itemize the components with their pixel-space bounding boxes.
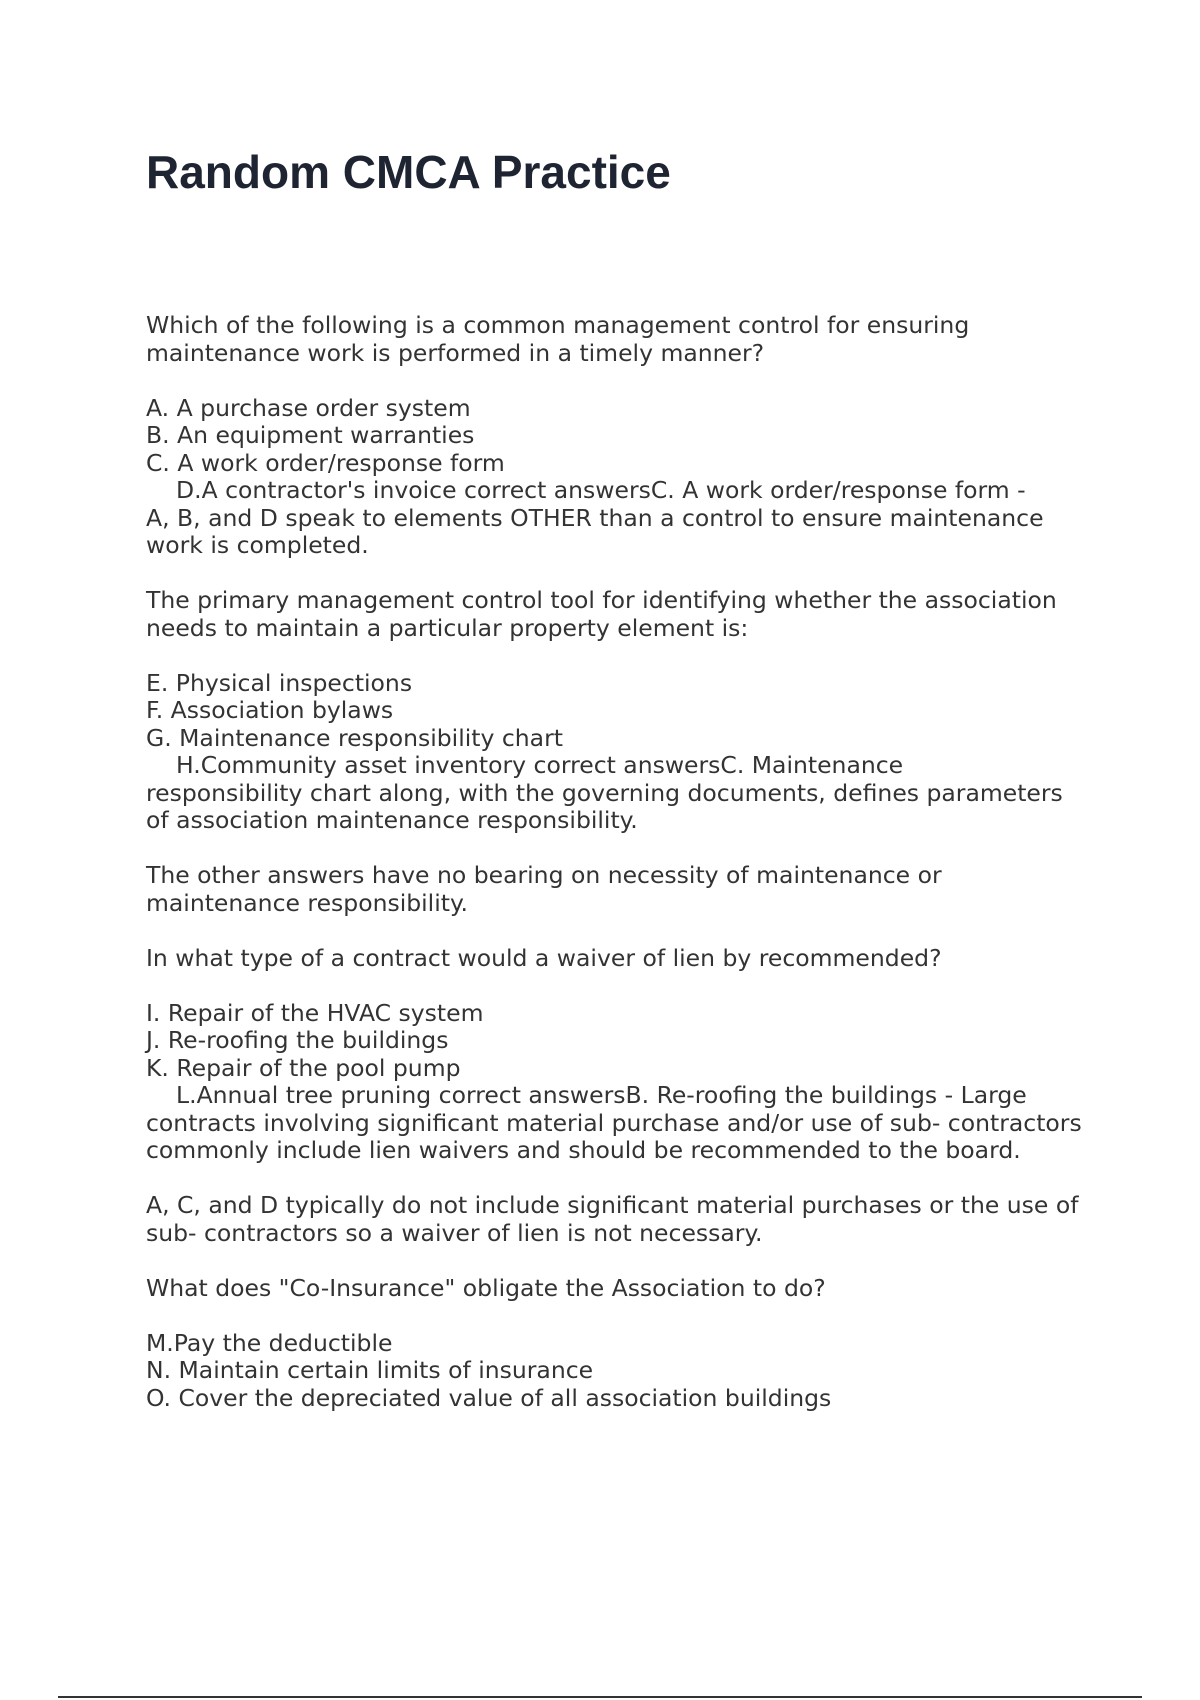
- page-title: Random CMCA Practice: [146, 146, 671, 198]
- answer-explanation: contracts involving significant material purchase and/or use of sub- contractors commonly include lien waivers and should be recommended to the board.: [146, 1108, 1082, 1164]
- option-list: [146, 1330, 1086, 1413]
- question-block: [146, 945, 1086, 1248]
- answer-explanation: A, B, and D speak to elements OTHER than a control to ensure maintenance work is completed.: [146, 503, 1044, 559]
- answer-note: A, C, and D typically do not include significant material purchases or the use of sub- contractors so a waiver of lien is not necessary.: [146, 1191, 1079, 1247]
- option-item: B. An equipment warranties: [146, 421, 475, 449]
- option-item: I. Repair of the HVAC system: [146, 998, 484, 1027]
- option-item: A. A purchase order system: [146, 393, 471, 422]
- option-list: [146, 670, 1086, 780]
- question-block: [146, 312, 1086, 560]
- option-with-answer: D.A contractor's invoice correct answersC. A work order/response form -: [176, 476, 1026, 504]
- answer-note: The other answers have no bearing on necessity of maintenance or maintenance responsibility.: [146, 861, 942, 917]
- question-block: [146, 587, 1086, 917]
- option-item: K. Repair of the pool pump: [146, 1053, 461, 1082]
- option-item: C. A work order/response form: [146, 448, 505, 477]
- question-block: [146, 1275, 1086, 1413]
- question-text: Which of the following is a common management control for ensuring maintenance work is performed in a timely manner?: [146, 311, 970, 367]
- option-list: [146, 1000, 1086, 1110]
- question-text: What does "Co-Insurance" obligate the Association to do?: [146, 1273, 826, 1302]
- page-divider: [58, 1696, 1142, 1698]
- option-item: E. Physical inspections: [146, 668, 413, 697]
- option-with-answer: H.Community asset inventory correct answersC. Maintenance: [176, 751, 904, 779]
- option-item: O. Cover the depreciated value of all association buildings: [146, 1383, 832, 1412]
- option-item: J. Re-roofing the buildings: [146, 1026, 449, 1054]
- question-text: The primary management control tool for identifying whether the association needs to maintain a particular property element is:: [146, 586, 1057, 642]
- answer-explanation: responsibility chart along, with the governing documents, defines parameters of association maintenance responsibility.: [146, 778, 1063, 834]
- option-item: F. Association bylaws: [146, 696, 394, 724]
- option-with-answer: L.Annual tree pruning correct answersB. Re-roofing the buildings - Large: [176, 1081, 1027, 1109]
- option-item: M.Pay the deductible: [146, 1328, 393, 1357]
- option-item: N. Maintain certain limits of insurance: [146, 1356, 594, 1384]
- option-item: G. Maintenance responsibility chart: [146, 723, 563, 752]
- question-text: In what type of a contract would a waiver of lien by recommended?: [146, 943, 942, 972]
- document-body: [146, 312, 1086, 1412]
- option-list: [146, 395, 1086, 505]
